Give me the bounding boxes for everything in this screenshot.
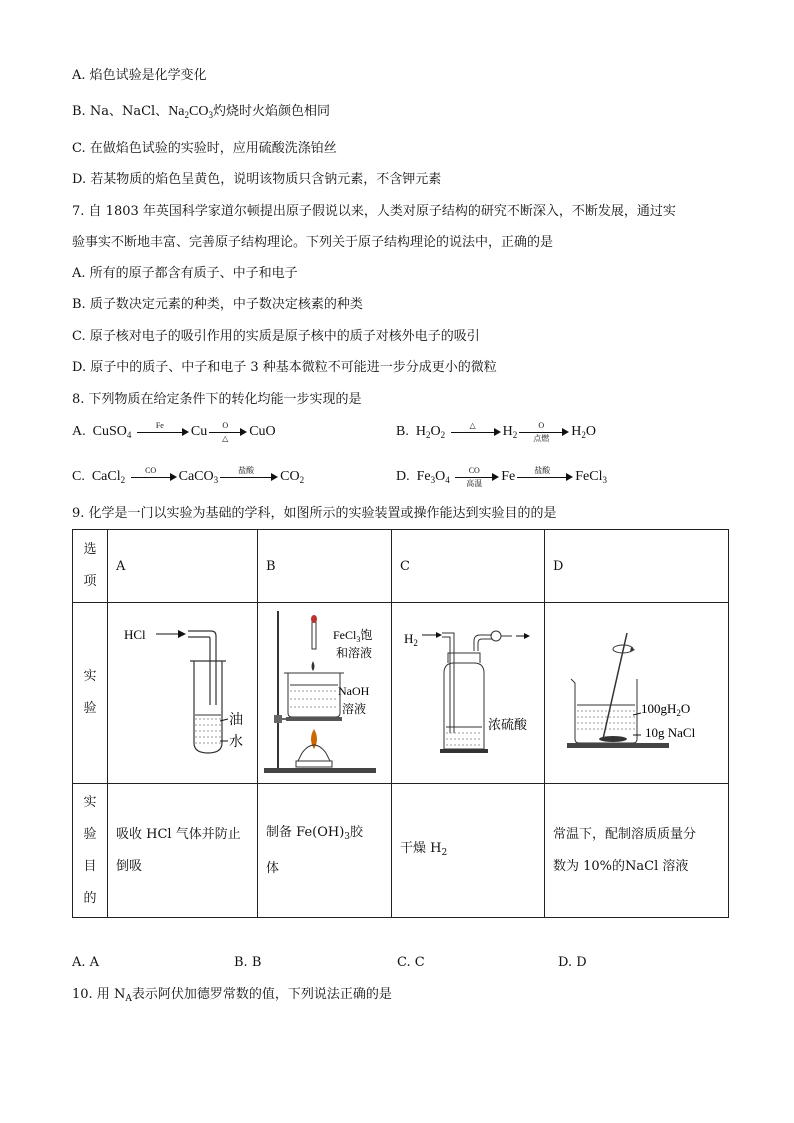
q7-stem-line2: 验事实不断地丰富、完善原子结构理论。下列关于原子结构理论的说法中，正确的是: [72, 235, 554, 250]
q6-option-b: [72, 103, 330, 124]
reaction-arrow: O △: [209, 423, 247, 441]
figure-b-colloid-setup: [258, 603, 391, 779]
figure-d-solution-prep: [545, 603, 728, 779]
answer-a: A. A: [72, 955, 100, 970]
q10-stem: 10. 用 $N_A$表示阿伏加德罗常数的值，下列说法正确的是: [72, 987, 392, 1004]
figure-a-cell: [108, 603, 258, 784]
figure-a-gas-label: HCl: [124, 627, 146, 642]
experiment-table: [72, 529, 729, 918]
q7-option-c: C. 原子核对电子的吸引作用的实质是原子核中的质子对核外电子的吸引: [72, 329, 480, 344]
reaction-arrow: Fe: [137, 423, 189, 441]
q8-option-c: C. CaCl$_2$ CO CaCO$_3$ 盐酸 $CO_2$: [72, 466, 305, 486]
answer-c: C. C: [397, 955, 425, 970]
row-header-purpose: 实 验 目 的: [73, 784, 108, 918]
col-label-b: B: [258, 530, 392, 603]
q6-option-b-suffix: 灼烧时火焰颜色相同: [212, 104, 330, 119]
figure-b-reagent1-line2: 和溶液: [336, 646, 373, 660]
figure-a-water-label: 水: [229, 734, 243, 750]
answer-b: B. B: [234, 955, 262, 970]
figure-d-water-label: $100gH_2O$: [641, 701, 691, 718]
answer-d: D. D: [558, 955, 587, 970]
q7-option-d: D. 原子中的质子、中子和电子 3 种基本微粒不可能进一步分成更小的微粒: [72, 360, 497, 375]
purpose-b: 制备 $Fe(OH)_3$胶 体: [258, 784, 392, 918]
col-label-d: D: [545, 530, 729, 603]
table-row-purpose: [73, 784, 729, 918]
row-header-apparatus: 实 验: [73, 603, 108, 784]
figure-b-reagent2-label: NaOH: [338, 684, 370, 698]
purpose-c: 干燥 $H_2$: [392, 784, 545, 918]
figure-c-gas-washing-bottle: [392, 603, 544, 779]
q7-stem-line1: 7. 自 1803 年英国科学家道尔顿提出原子假说以来，人类对原子结构的研究不断深入，不断发展，通过实: [72, 204, 676, 219]
reaction-arrow: O 点燃: [519, 423, 569, 441]
figure-a-hcl-absorption: [108, 603, 257, 779]
figure-c-cell: [392, 603, 545, 784]
purpose-a: 吸收 HCl 气体并防止 倒吸: [108, 784, 258, 918]
na2co3-formula: $Na_2CO_3$: [168, 104, 213, 120]
table-row-options: [73, 530, 729, 603]
figure-b-reagent1-label: FeCl$_3$饱: [333, 628, 373, 644]
col-label-c: C: [392, 530, 545, 603]
figure-b-reagent2-line2: 溶液: [342, 702, 367, 716]
reaction-arrow: 盐酸: [220, 468, 278, 486]
q7-option-b: B. 质子数决定元素的种类，中子数决定核素的种类: [72, 297, 363, 312]
q8-stem: 8. 下列物质在给定条件下的转化均能一步实现的是: [72, 392, 362, 407]
reaction-arrow: △: [451, 423, 501, 441]
q9-stem: 9. 化学是一门以实验为基础的学科，如图所示的实验装置或操作能达到实验目的的是: [72, 506, 557, 521]
q8-option-a: A. CuSO$_4$ Fe Cu O △ CuO: [72, 421, 276, 443]
figure-d-salt-label: 10g NaCl: [645, 725, 696, 740]
col-label-a: A: [108, 530, 258, 603]
purpose-d: 常温下，配制溶质质量分 数为 10%的NaCl 溶液: [545, 784, 729, 918]
figure-a-oil-label: 油: [229, 712, 243, 728]
q6-option-c: C. 在做焰色试验的实验时，应用硫酸洗涤铂丝: [72, 141, 337, 156]
reaction-arrow: 盐酸: [517, 468, 573, 486]
q8-option-d: D. $Fe_3O_4$ CO 高温 Fe 盐酸 FeCl$_3$: [396, 466, 607, 488]
figure-b-cell: [258, 603, 392, 784]
figure-c-liquid-label: 浓硫酸: [488, 718, 528, 733]
q7-option-a: A. 所有的原子都含有质子、中子和电子: [72, 266, 298, 281]
figure-d-cell: [545, 603, 729, 784]
q6-option-b-prefix: B. Na、NaCl、: [72, 104, 169, 119]
figure-c-gas-label: $H_2$: [404, 631, 418, 648]
reaction-arrow: CO 高温: [455, 468, 499, 486]
q6-option-d: D. 若某物质的焰色呈黄色，说明该物质只含钠元素，不含钾元素: [72, 172, 442, 187]
q6-option-a: A. 焰色试验是化学变化: [72, 68, 207, 83]
reaction-arrow: CO: [131, 468, 177, 486]
row-header-options: 选 项: [73, 530, 108, 603]
table-row-apparatus: [73, 603, 729, 784]
q8-option-b: B. $H_2O_2$ △ $H_2$ O 点燃 $H_2O$: [396, 421, 596, 443]
